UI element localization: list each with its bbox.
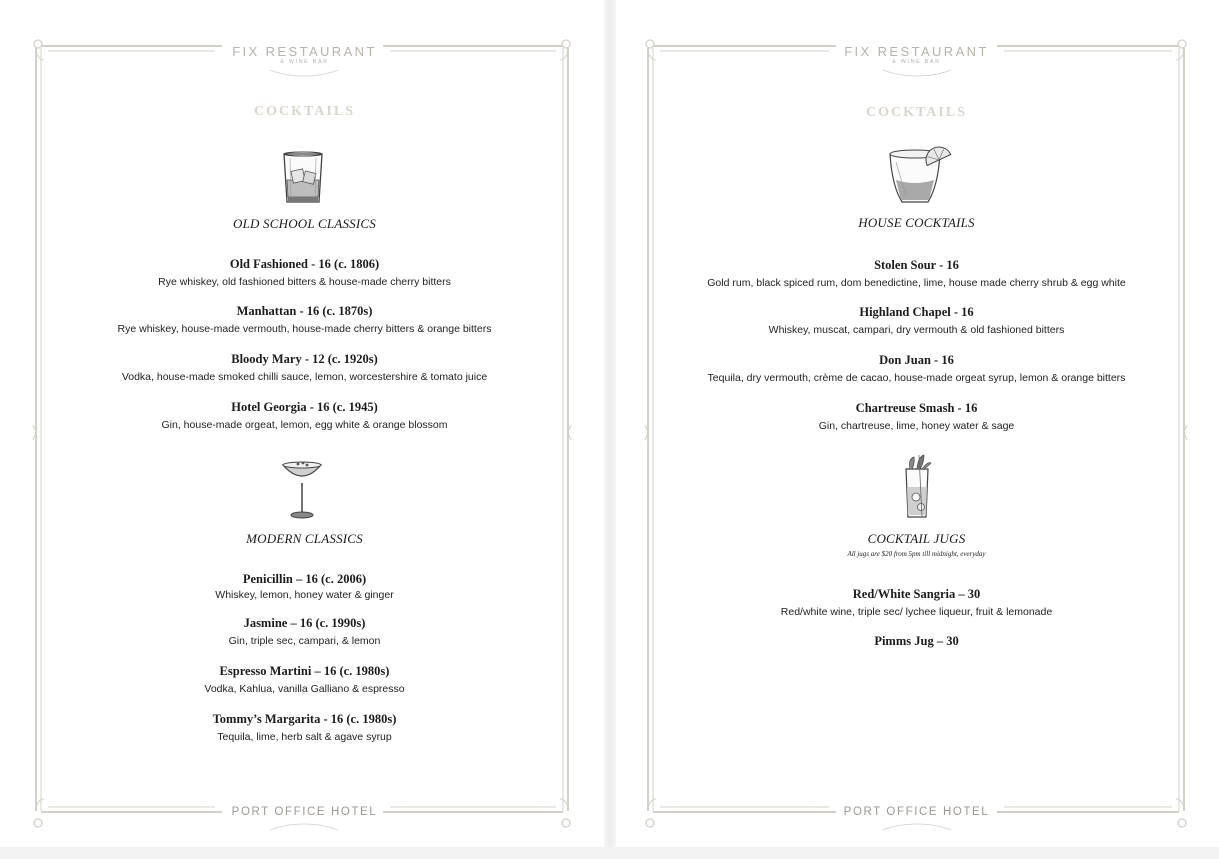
menu-item-description: Gold rum, black spiced rum, dom benedictine, lime, house made cherry shrub & egg white [707,277,1126,289]
menu-item-description: Gin, triple sec, campari, & lemon [228,635,381,647]
menu-item-description: Tequila, dry vermouth, crème de cacao, house-made orgeat syrup, lemon & orange bitters [707,372,1126,384]
section-title-old-school-classics: OLD SCHOOL CLASSICS [233,216,376,231]
menu-item-description: Whiskey, lemon, honey water & ginger [215,589,394,601]
menu-item [0,616,609,647]
brand-name: FIX RESTAURANT [232,44,377,59]
menu-item-title: Old Fashioned - 16 (c. 1806) [229,257,380,271]
menu-item [612,258,1219,289]
menu-item-title: Penicillin – 16 (c. 2006) [242,572,367,586]
menu-item-title: Jasmine – 16 (c. 1990s) [243,616,366,630]
menu-item-description: Gin, house-made orgeat, lemon, egg white & orange blossom [161,419,448,431]
menu-item [612,305,1219,336]
menu-item [0,352,609,383]
menu-item-title: Highland Chapel - 16 [859,305,974,319]
brand-subtitle: & WINE BAR [280,59,329,65]
menu-item [0,712,609,743]
section-title-house-cocktails: HOUSE COCKTAILS [858,215,975,230]
brand-name: FIX RESTAURANT [844,44,989,59]
menu-item-description: Vodka, house-made smoked chilli sauce, lemon, worcestershire & tomato juice [121,371,488,383]
menu-item-description: Red/white wine, triple sec/ lychee liqueur, fruit & lemonade [780,606,1053,618]
menu-item-title: Chartreuse Smash - 16 [855,401,978,415]
menu-item-title: Stolen Sour - 16 [874,258,959,272]
menu-item-description: Gin, chartreuse, lime, honey water & sage [818,420,1015,432]
menu-item-description: Vodka, Kahlua, vanilla Galliano & espresso [204,683,405,695]
menu-item-description: Tequila, lime, herb salt & agave syrup [217,731,392,743]
menu-item-description: Rye whiskey, old fashioned bitters & house-made cherry bitters [158,276,451,288]
restaurant-brand [0,44,609,65]
menu-page-left [0,0,609,859]
menu-item-title: Don Juan - 16 [879,353,954,367]
menu-item [612,401,1219,432]
lime-rocks-glass-icon [884,142,954,208]
highball-mint-glass-icon [900,453,934,521]
menu-item-title: Manhattan - 16 (c. 1870s) [236,304,373,318]
menu-item [612,353,1219,384]
menu-item-title: Bloody Mary - 12 (c. 1920s) [231,352,378,366]
menu-item [0,400,609,431]
section-title-cocktail-jugs: COCKTAIL JUGS [867,531,966,546]
brand-subtitle: & WINE BAR [892,59,941,65]
menu-item [0,257,609,288]
menu-item-title: Hotel Georgia - 16 (c. 1945) [231,400,378,414]
menu-item-description: Whiskey, muscat, campari, dry vermouth & old fashioned bitters [768,324,1065,336]
menu-item-title: Red/White Sangria – 30 [852,587,981,601]
footer-hotel-name: PORT OFFICE HOTEL [843,806,990,818]
coupe-glass-icon [280,457,324,521]
menu-item [612,634,1219,649]
menu-page-right [612,0,1219,859]
whiskey-tumbler-icon [278,150,328,206]
menu-item-title: Tommy’s Margarita - 16 (c. 1980s) [212,712,397,726]
menu-heading: COCKTAILS [254,104,355,119]
menu-item-title: Espresso Martini – 16 (c. 1980s) [219,664,390,678]
menu-item [0,304,609,335]
jug-happy-hour-note: All jugs are $20 from 5pm till midnight, everyday [847,550,986,558]
menu-item [0,664,609,695]
section-title-modern-classics: MODERN CLASSICS [246,531,363,546]
footer-hotel-name: PORT OFFICE HOTEL [231,806,378,818]
menu-item [0,572,609,601]
menu-item [612,587,1219,618]
menu-heading: COCKTAILS [866,105,967,120]
bottom-shadow [0,847,1219,859]
menu-item-description: Rye whiskey, house-made vermouth, house-made cherry bitters & orange bitters [117,323,492,335]
restaurant-brand [612,44,1219,65]
menu-item-title: Pimms Jug – 30 [874,634,959,648]
